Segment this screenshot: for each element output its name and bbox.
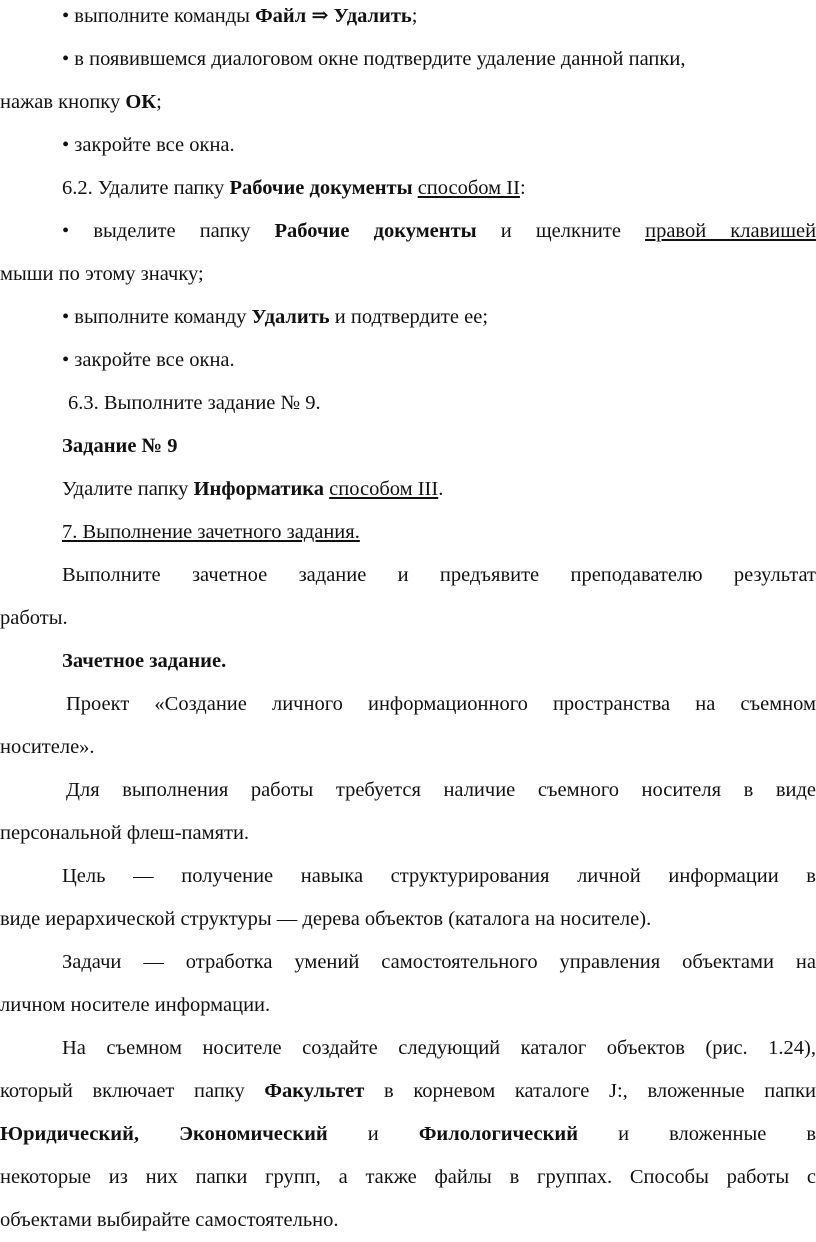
text-segment: и подтвердите ее; [329, 306, 489, 328]
paragraph-submit-line1 [62, 554, 816, 597]
text-segment: объектами выбирайте самостоятельно. [0, 1209, 339, 1231]
underlined-heading: 7. Выполнение зачетного задания. [62, 521, 360, 543]
bold-folder-name: Факультет [264, 1080, 365, 1102]
text-word: и [367, 1123, 379, 1145]
paragraph-goal-line2 [0, 898, 816, 941]
text-segment: Выполните зачетное задание и предъявите преподавателю результат [62, 564, 816, 586]
paragraph-delete-informatika [62, 468, 816, 511]
text-word: и [618, 1123, 630, 1145]
bold-ok: ОК [125, 91, 157, 113]
paragraph-6-2 [62, 167, 816, 210]
bold-command: Удалить [251, 306, 330, 328]
text-segment: работы. [0, 607, 68, 629]
paragraph-tasks-line1 [62, 941, 816, 984]
underlined-method: способом II [417, 177, 520, 199]
bold-folder-name: Экономический [179, 1123, 328, 1145]
bold-folder-name: Рабочие документы [274, 220, 477, 242]
text-segment: На съемном носителе создайте следующий каталог объектов (рис. 1.24), [62, 1037, 816, 1059]
text-segment: ; [156, 91, 162, 113]
paragraph-requirements-line1 [66, 769, 816, 812]
paragraph-select-folder-line2 [0, 253, 816, 296]
underlined-right-click: правой клавишей [645, 220, 816, 242]
bold-folder-name: Информатика [193, 478, 325, 500]
paragraph-6-3 [68, 382, 816, 425]
text-word: вложенные [669, 1123, 767, 1145]
paragraph-project-line2 [0, 726, 816, 769]
text-segment: нажав кнопку [0, 91, 126, 113]
paragraph-catalog-line1 [62, 1027, 816, 1070]
paragraph-confirm-line2 [0, 81, 816, 124]
text-segment: . [438, 478, 444, 500]
text-segment: • закройте все окна. [62, 134, 235, 156]
text-word: выделите [93, 220, 176, 242]
paragraph-tasks-line2 [0, 984, 816, 1027]
bold-folder-name: Рабочие документы [229, 177, 413, 199]
text-word: в [806, 1123, 816, 1145]
bold-heading: Задание № 9 [62, 435, 178, 457]
text-word: и [500, 220, 512, 242]
bold-folder-name: Филологический [418, 1123, 579, 1145]
heading-task-9 [62, 425, 816, 468]
paragraph-confirm-line1 [62, 38, 816, 81]
text-segment: Задачи — отработка умений самостоятельного управления объектами на [62, 951, 816, 973]
text-segment: • выполните команду [62, 306, 252, 328]
text-word: щелкните [535, 220, 621, 242]
text-segment: • в появившемся диалоговом окне подтвердите удаление данной папки, [62, 48, 686, 70]
text-segment: Цель — получение навыка структурирования личной информации в [62, 865, 816, 887]
paragraph-requirements-line2 [0, 812, 816, 855]
text-segment: Удалите папку [62, 478, 194, 500]
paragraph-catalog-line5 [0, 1199, 816, 1242]
text-segment: некоторые из них папки групп, а также файлы в группах. Способы работы с [0, 1166, 816, 1188]
text-segment: в корневом каталоге J:, вложенные папки [364, 1080, 816, 1102]
text-segment: • закройте все окна. [62, 349, 235, 371]
text-segment: • выполните команды [62, 5, 256, 27]
text-segment: 6.3. Выполните задание № 9. [68, 392, 321, 414]
text-segment: Для выполнения работы требуется наличие съемного носителя в виде [66, 779, 816, 801]
text-word: папку [199, 220, 251, 242]
text-segment: который включает папку [0, 1080, 265, 1102]
text-segment: носителе». [0, 736, 95, 758]
text-segment: личном носителе информации. [0, 994, 271, 1016]
heading-section-7 [62, 511, 816, 554]
text-segment: 6.2. Удалите папку [62, 177, 230, 199]
text-segment: ; [411, 5, 418, 27]
bold-heading: Зачетное задание. [62, 650, 227, 672]
text-word: • [62, 220, 70, 242]
paragraph-close-windows-2 [62, 339, 816, 382]
paragraph-select-folder-line1 [62, 210, 816, 253]
paragraph-delete-command [62, 0, 816, 38]
paragraph-catalog-line2 [0, 1070, 816, 1113]
paragraph-goal-line1 [62, 855, 816, 898]
paragraph-project-line1 [66, 683, 816, 726]
paragraph-catalog-line3 [0, 1113, 816, 1156]
paragraph-close-windows [62, 124, 816, 167]
text-segment: Проект «Создание личного информационного пространства на съемном [66, 693, 816, 715]
paragraph-submit-line2 [0, 597, 816, 640]
text-segment: : [519, 177, 526, 199]
underlined-method: способом III [329, 478, 439, 500]
bold-command: Файл ⇒ Удалить [255, 5, 412, 27]
heading-credit-task [62, 640, 816, 683]
text-segment: мыши по этому значку; [0, 263, 204, 285]
text-segment: персональной флеш-памяти. [0, 822, 250, 844]
text-segment: виде иерархической структуры — дерева объектов (каталога на носителе). [0, 908, 652, 930]
paragraph-catalog-line4 [0, 1156, 816, 1199]
paragraph-run-delete [62, 296, 816, 339]
bold-folder-name: Юридический, [0, 1123, 140, 1145]
